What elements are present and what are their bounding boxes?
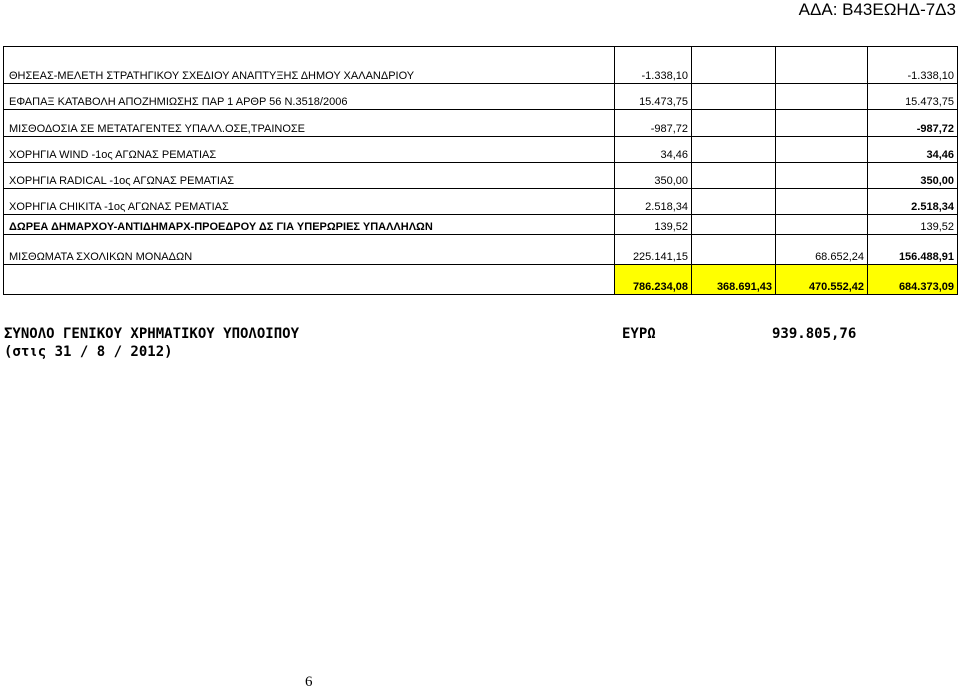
row-description: ΜΙΣΘΟΔΟΣΙΑ ΣΕ ΜΕΤΑΤΑΓΕΝΤΕΣ ΥΠΑΛΛ.ΟΣΕ,ΤΡΑΙΝΟΣΕ bbox=[4, 110, 615, 137]
col4-value: 2.518,34 bbox=[868, 189, 958, 215]
table-row-totals bbox=[4, 265, 958, 295]
col2-value bbox=[692, 47, 776, 84]
table-row bbox=[4, 189, 958, 215]
col1-total: 786.234,08 bbox=[615, 265, 692, 295]
col4-value: 34,46 bbox=[868, 137, 958, 163]
col4-value: 139,52 bbox=[868, 215, 958, 235]
summary-date: (στις 31 / 8 / 2012) bbox=[4, 344, 173, 360]
col3-value bbox=[776, 163, 868, 189]
row-description bbox=[4, 265, 615, 295]
col1-value: -987,72 bbox=[615, 110, 692, 137]
page-number: 6 bbox=[305, 674, 313, 690]
table-row bbox=[4, 84, 958, 110]
col3-value: 68.652,24 bbox=[776, 235, 868, 265]
summary-currency: ΕΥΡΩ bbox=[622, 326, 656, 342]
row-description: ΧΟΡΗΓΙΑ CHIKITA -1ος ΑΓΩΝΑΣ ΡΕΜΑΤΙΑΣ bbox=[4, 189, 615, 215]
col4-value: -1.338,10 bbox=[868, 47, 958, 84]
summary-label: ΣΥΝΟΛΟ ΓΕΝΙΚΟΥ ΧΡΗΜΑΤΙΚΟΥ ΥΠΟΛΟΙΠΟΥ bbox=[4, 326, 300, 342]
col2-value bbox=[692, 137, 776, 163]
col1-value: 225.141,15 bbox=[615, 235, 692, 265]
col3-value bbox=[776, 137, 868, 163]
table-row bbox=[4, 47, 958, 84]
col1-value: -1.338,10 bbox=[615, 47, 692, 84]
col1-value: 15.473,75 bbox=[615, 84, 692, 110]
col2-total: 368.691,43 bbox=[692, 265, 776, 295]
col3-value bbox=[776, 189, 868, 215]
col4-value: 15.473,75 bbox=[868, 84, 958, 110]
row-description: ΜΙΣΘΩΜΑΤΑ ΣΧΟΛΙΚΩΝ ΜΟΝΑΔΩΝ bbox=[4, 235, 615, 265]
col3-value bbox=[776, 110, 868, 137]
col2-value bbox=[692, 215, 776, 235]
col1-value: 34,46 bbox=[615, 137, 692, 163]
col4-value: -987,72 bbox=[868, 110, 958, 137]
row-description: ΕΦΑΠΑΞ ΚΑΤΑΒΟΛΗ ΑΠΟΖΗΜΙΩΣΗΣ ΠΑΡ 1 ΑΡΘΡ 56 Ν.3518/2006 bbox=[4, 84, 615, 110]
row-description: ΧΟΡΗΓΙΑ RADICAL -1ος ΑΓΩΝΑΣ ΡΕΜΑΤΙΑΣ bbox=[4, 163, 615, 189]
balance-table bbox=[3, 46, 958, 295]
summary-amount: 939.805,76 bbox=[772, 326, 857, 342]
col2-value bbox=[692, 110, 776, 137]
col3-total: 470.552,42 bbox=[776, 265, 868, 295]
col2-value bbox=[692, 84, 776, 110]
col1-value: 139,52 bbox=[615, 215, 692, 235]
col4-total: 684.373,09 bbox=[868, 265, 958, 295]
col3-value bbox=[776, 47, 868, 84]
col2-value bbox=[692, 163, 776, 189]
row-description: ΘΗΣΕΑΣ-ΜΕΛΕΤΗ ΣΤΡΑΤΗΓΙΚΟΥ ΣΧΕΔΙΟΥ ΑΝΑΠΤΥΞΗΣ ΔΗΜΟΥ ΧΑΛΑΝΔΡΙΟΥ bbox=[4, 47, 615, 84]
col4-value: 156.488,91 bbox=[868, 235, 958, 265]
col4-value: 350,00 bbox=[868, 163, 958, 189]
ada-code: ΑΔΑ: Β43ΕΩΗΔ-7Δ3 bbox=[798, 0, 956, 19]
table-row bbox=[4, 235, 958, 265]
col1-value: 2.518,34 bbox=[615, 189, 692, 215]
col2-value bbox=[692, 189, 776, 215]
row-description: ΧΟΡΗΓΙΑ WIND -1ος ΑΓΩΝΑΣ ΡΕΜΑΤΙΑΣ bbox=[4, 137, 615, 163]
col3-value bbox=[776, 84, 868, 110]
general-balance-summary bbox=[4, 325, 904, 361]
row-description: ΔΩΡΕΑ ΔΗΜΑΡΧΟΥ-ΑΝΤΙΔΗΜΑΡΧ-ΠΡΟΕΔΡΟΥ ΔΣ ΓΙΑ ΥΠΕΡΩΡΙΕΣ ΥΠΑΛΛΗΛΩΝ bbox=[4, 215, 615, 235]
table-row bbox=[4, 110, 958, 137]
table-row bbox=[4, 137, 958, 163]
table-row bbox=[4, 215, 958, 235]
col1-value: 350,00 bbox=[615, 163, 692, 189]
table-row bbox=[4, 163, 958, 189]
col2-value bbox=[692, 235, 776, 265]
col3-value bbox=[776, 215, 868, 235]
